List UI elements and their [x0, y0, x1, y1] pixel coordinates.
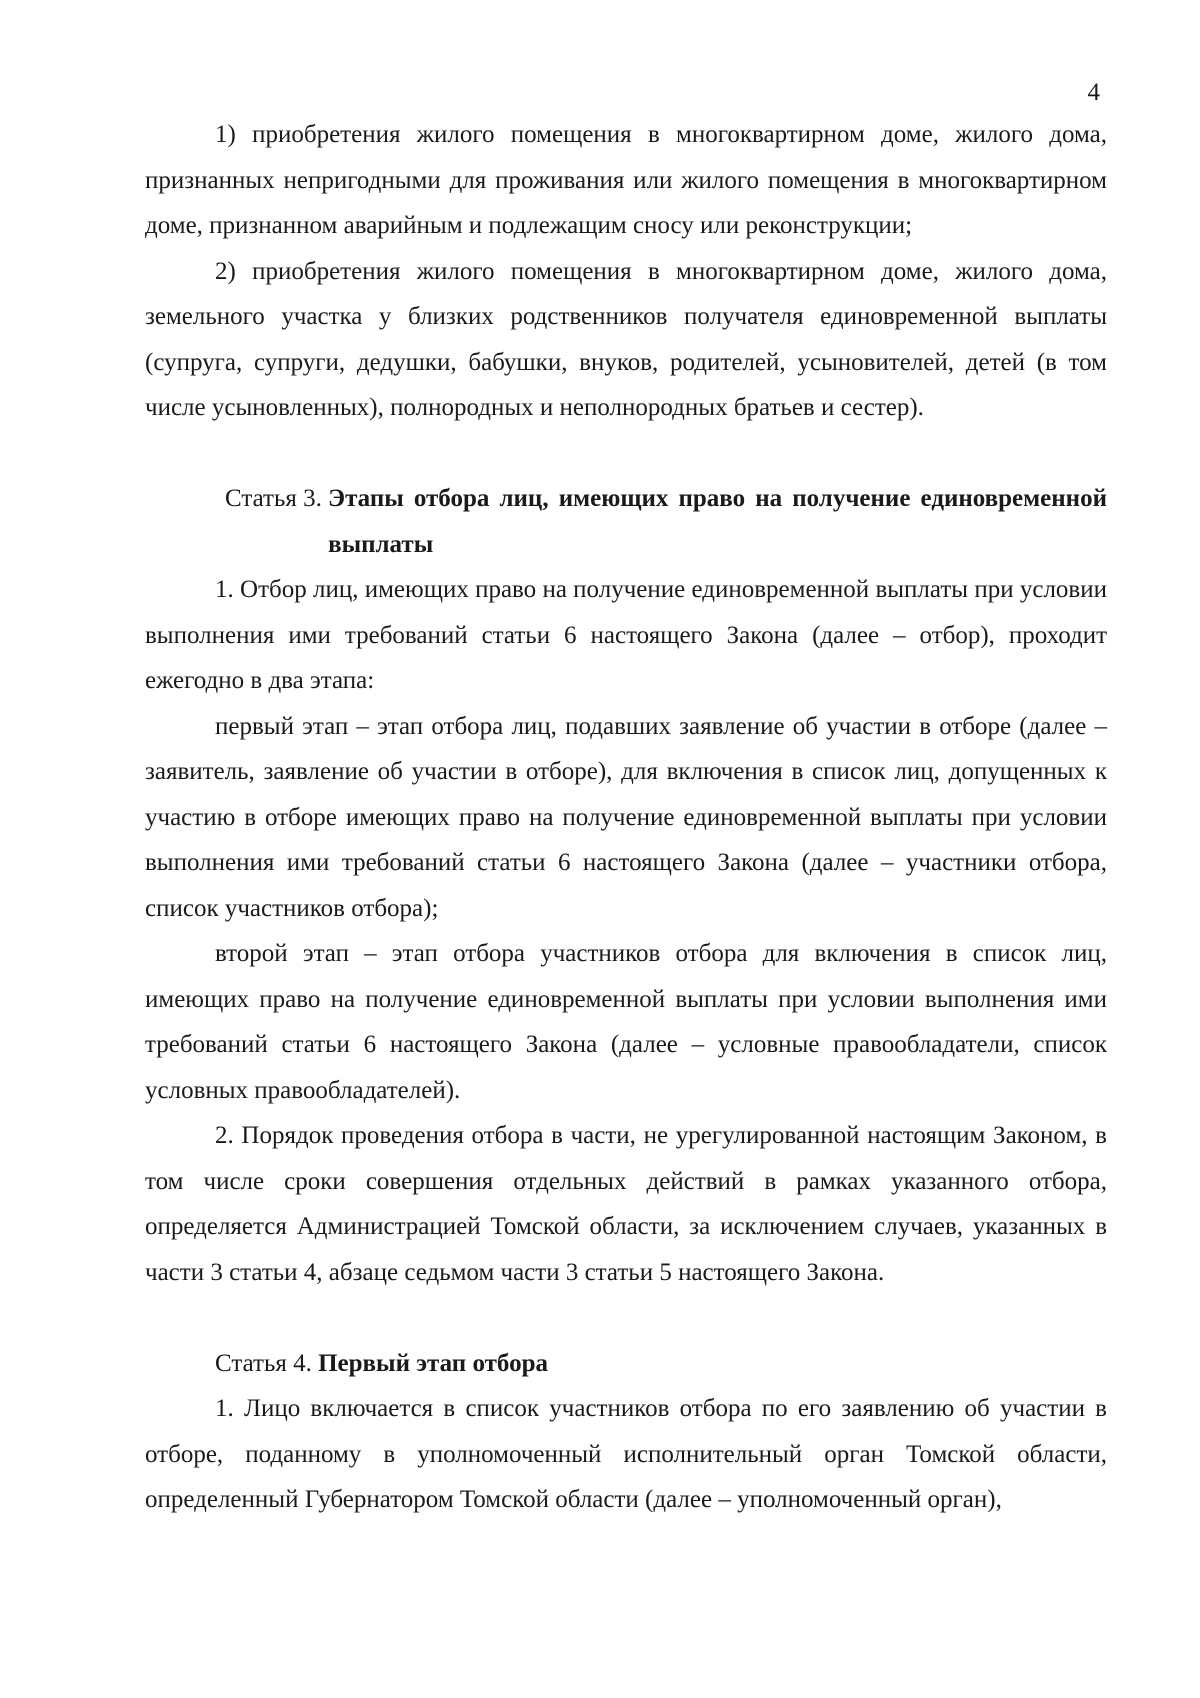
section-gap: [145, 1295, 1107, 1341]
paragraph-item-1: 1) приобретения жилого помещения в многоквартирном доме, жилого дома, признанных непригодными для проживания или жилого помещения в многоквартирном доме, признанном аварийным и подлежащим сносу или реконструкции;: [145, 121, 1107, 239]
article-4-paragraph-1: 1. Лицо включается в список участников отбора по его заявлению об участии в отборе, поданному в уполномоченный исполнительный орган Томской области, определенный Губернатором Томской области (далее – уполномоченный орган),: [145, 1395, 1107, 1513]
article-3-paragraph-2: первый этап – этап отбора лиц, подавших заявление об участии в отборе (далее – заявитель, заявление об участии в отборе), для включения в список лиц, допущенных к участию в отборе имеющих право на получение единовременной выплаты при условии выполнения ими требований статьи 6 настоящего Закона (далее – участники отбора, список участников отбора);: [145, 712, 1107, 922]
article-4-heading: [145, 1341, 1107, 1387]
article-4-title: Первый этап отбора: [318, 1349, 548, 1377]
article-3-paragraph-3: второй этап – этап отбора участников отбора для включения в список лиц, имеющих право на получение единовременной выплаты при условии выполнения ими требований статьи 6 настоящего Закона (далее – условные правообладатели, список условных правообладателей).: [145, 940, 1107, 1104]
article-3-label: Статья 3.: [225, 485, 329, 512]
article-3-heading: [145, 476, 1107, 567]
page-number: 4: [1087, 79, 1100, 106]
article-3-paragraph-4: 2. Порядок проведения отбора в части, не урегулированной настоящим Законом, в том числе сроки совершения отдельных действий в рамках указанного отбора, определяется Администрацией Томской области, за исключением случаев, указанных в части 3 статьи 4, абзаце седьмом части 3 статьи 5 настоящего Закона.: [145, 1122, 1107, 1286]
paragraph-item-2: 2) приобретения жилого помещения в многоквартирном доме, жилого дома, земельного участка у близких родственников получателя единовременной выплаты (супруга, супруги, дедушки, бабушки, внуков, родителей, усыновителей, детей (в том числе усыновленных), полнородных и неполнородных братьев и сестер).: [145, 257, 1107, 421]
article-3-paragraph-1: 1. Отбор лиц, имеющих право на получение единовременной выплаты при условии выполнения ими требований статьи 6 настоящего Закона (далее – отбор), проходит ежегодно в два этапа:: [145, 576, 1107, 694]
section-gap: [145, 431, 1107, 477]
document-body: [145, 112, 1107, 1523]
article-4-label: Статья 4.: [215, 1349, 319, 1377]
article-3-title: Этапы отбора лиц, имеющих право на получение единовременной выплаты: [328, 485, 1107, 558]
